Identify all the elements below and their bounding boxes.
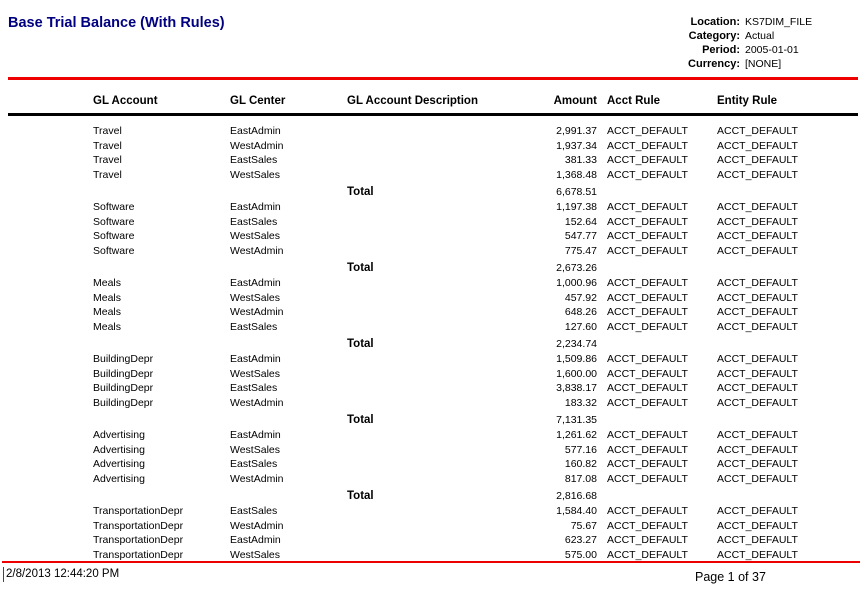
cell-gl-center: EastAdmin bbox=[230, 429, 281, 442]
cell-gl-center: WestAdmin bbox=[230, 396, 284, 409]
cell-gl-account: Travel bbox=[93, 168, 122, 181]
cell-gl-account: Meals bbox=[93, 291, 122, 304]
cell-amount: 1,600.00 bbox=[556, 367, 597, 380]
cell-entity-rule: ACCT_DEFAULT bbox=[717, 534, 798, 547]
meta-value-category: Actual bbox=[745, 30, 775, 42]
total-amount: 2,234.74 bbox=[556, 338, 597, 350]
table-row bbox=[0, 367, 862, 382]
cell-gl-center: WestAdmin bbox=[230, 244, 284, 257]
cell-acct-rule: ACCT_DEFAULT bbox=[607, 353, 688, 366]
cell-amount: 547.77 bbox=[564, 230, 597, 243]
cell-entity-rule: ACCT_DEFAULT bbox=[717, 201, 798, 214]
cell-entity-rule: ACCT_DEFAULT bbox=[717, 244, 798, 257]
cell-acct-rule: ACCT_DEFAULT bbox=[607, 201, 688, 214]
cell-gl-center: EastSales bbox=[230, 382, 278, 395]
cell-acct-rule: ACCT_DEFAULT bbox=[607, 443, 688, 456]
table-row bbox=[0, 276, 862, 291]
meta-row-currency bbox=[620, 57, 860, 71]
cell-amount: 775.47 bbox=[564, 244, 597, 257]
cell-amount: 577.16 bbox=[564, 443, 597, 456]
cell-entity-rule: ACCT_DEFAULT bbox=[717, 443, 798, 456]
cell-entity-rule: ACCT_DEFAULT bbox=[717, 125, 798, 138]
table-row bbox=[0, 519, 862, 534]
column-header-gl-center: GL Center bbox=[230, 95, 286, 108]
cell-gl-center: WestSales bbox=[230, 230, 280, 243]
meta-value-currency: [NONE] bbox=[745, 58, 782, 70]
table-total-row bbox=[0, 260, 862, 276]
table-row bbox=[0, 457, 862, 472]
table-row bbox=[0, 381, 862, 396]
cell-amount: 183.32 bbox=[564, 396, 597, 409]
table-row bbox=[0, 428, 862, 443]
cell-acct-rule: ACCT_DEFAULT bbox=[607, 154, 688, 167]
cell-gl-account: Meals bbox=[93, 306, 122, 319]
column-header-gl-account: GL Account bbox=[93, 95, 158, 108]
cell-gl-center: WestSales bbox=[230, 548, 280, 561]
cell-amount: 817.08 bbox=[564, 472, 597, 485]
total-amount: 7,131.35 bbox=[556, 414, 597, 426]
footer-page-number: Page 1 of 37 bbox=[695, 570, 766, 584]
column-header-entity-rule: Entity Rule bbox=[717, 95, 778, 108]
cell-acct-rule: ACCT_DEFAULT bbox=[607, 396, 688, 409]
total-amount: 6,678.51 bbox=[556, 186, 597, 198]
cell-gl-center: WestAdmin bbox=[230, 139, 284, 152]
cell-entity-rule: ACCT_DEFAULT bbox=[717, 154, 798, 167]
cell-gl-center: EastAdmin bbox=[230, 353, 281, 366]
cell-acct-rule: ACCT_DEFAULT bbox=[607, 429, 688, 442]
cell-entity-rule: ACCT_DEFAULT bbox=[717, 215, 798, 228]
cell-amount: 152.64 bbox=[564, 215, 597, 228]
meta-label-period: Period: bbox=[702, 44, 740, 56]
meta-label-currency: Currency: bbox=[688, 58, 740, 70]
cell-amount: 1,937.34 bbox=[556, 139, 597, 152]
cell-acct-rule: ACCT_DEFAULT bbox=[607, 306, 688, 319]
cell-acct-rule: ACCT_DEFAULT bbox=[607, 168, 688, 181]
cell-gl-center: WestSales bbox=[230, 168, 280, 181]
total-label: Total bbox=[347, 186, 374, 198]
meta-row-location bbox=[620, 15, 860, 29]
cell-gl-center: WestAdmin bbox=[230, 472, 284, 485]
table-row bbox=[0, 124, 862, 139]
cell-gl-center: EastSales bbox=[230, 505, 278, 518]
cell-entity-rule: ACCT_DEFAULT bbox=[717, 548, 798, 561]
cell-acct-rule: ACCT_DEFAULT bbox=[607, 458, 688, 471]
cell-gl-center: EastSales bbox=[230, 154, 278, 167]
table-row bbox=[0, 396, 862, 411]
cell-gl-center: WestAdmin bbox=[230, 519, 284, 532]
total-amount: 2,816.68 bbox=[556, 490, 597, 502]
cell-amount: 1,197.38 bbox=[556, 201, 597, 214]
total-label: Total bbox=[347, 338, 374, 350]
cell-acct-rule: ACCT_DEFAULT bbox=[607, 367, 688, 380]
cell-entity-rule: ACCT_DEFAULT bbox=[717, 472, 798, 485]
report-meta bbox=[620, 15, 860, 71]
cell-gl-account: BuildingDepr bbox=[93, 367, 154, 380]
cell-gl-account: BuildingDepr bbox=[93, 382, 154, 395]
table-row bbox=[0, 200, 862, 215]
page-title: Base Trial Balance (With Rules) bbox=[8, 15, 225, 31]
cell-gl-account: Software bbox=[93, 230, 135, 243]
table-header-row bbox=[0, 94, 862, 109]
cell-acct-rule: ACCT_DEFAULT bbox=[607, 230, 688, 243]
cell-entity-rule: ACCT_DEFAULT bbox=[717, 230, 798, 243]
cell-entity-rule: ACCT_DEFAULT bbox=[717, 277, 798, 290]
column-header-amount: Amount bbox=[553, 95, 597, 108]
cell-entity-rule: ACCT_DEFAULT bbox=[717, 519, 798, 532]
cell-entity-rule: ACCT_DEFAULT bbox=[717, 139, 798, 152]
cell-amount: 623.27 bbox=[564, 534, 597, 547]
footer-datetime: 2/8/2013 12:44:20 PM bbox=[3, 567, 119, 582]
cell-gl-account: BuildingDepr bbox=[93, 396, 154, 409]
cell-amount: 1,261.62 bbox=[556, 429, 597, 442]
cell-gl-center: EastSales bbox=[230, 320, 278, 333]
cell-amount: 75.67 bbox=[570, 519, 597, 532]
cell-gl-account: TransportationDepr bbox=[93, 548, 184, 561]
cell-gl-center: EastAdmin bbox=[230, 534, 281, 547]
cell-amount: 2,991.37 bbox=[556, 125, 597, 138]
table-row bbox=[0, 533, 862, 548]
cell-gl-account: TransportationDepr bbox=[93, 519, 184, 532]
cell-amount: 3,838.17 bbox=[556, 382, 597, 395]
cell-amount: 1,368.48 bbox=[556, 168, 597, 181]
cell-gl-center: WestSales bbox=[230, 443, 280, 456]
cell-gl-account: Software bbox=[93, 215, 135, 228]
table-row bbox=[0, 504, 862, 519]
cell-amount: 457.92 bbox=[564, 291, 597, 304]
cell-acct-rule: ACCT_DEFAULT bbox=[607, 215, 688, 228]
cell-gl-account: Advertising bbox=[93, 458, 145, 471]
cell-gl-center: EastSales bbox=[230, 215, 278, 228]
cell-acct-rule: ACCT_DEFAULT bbox=[607, 277, 688, 290]
table-total-row bbox=[0, 336, 862, 352]
total-amount: 2,673.26 bbox=[556, 262, 597, 274]
cell-gl-account: Meals bbox=[93, 277, 122, 290]
table-row bbox=[0, 139, 862, 154]
cell-gl-account: BuildingDepr bbox=[93, 353, 154, 366]
table-total-row bbox=[0, 184, 862, 200]
meta-value-period: 2005-01-01 bbox=[745, 44, 799, 56]
cell-acct-rule: ACCT_DEFAULT bbox=[607, 382, 688, 395]
meta-label-category: Category: bbox=[688, 30, 740, 42]
cell-entity-rule: ACCT_DEFAULT bbox=[717, 458, 798, 471]
meta-row-category bbox=[620, 29, 860, 43]
cell-gl-center: EastAdmin bbox=[230, 125, 281, 138]
cell-gl-center: EastSales bbox=[230, 458, 278, 471]
table-row bbox=[0, 305, 862, 320]
cell-amount: 575.00 bbox=[564, 548, 597, 561]
cell-entity-rule: ACCT_DEFAULT bbox=[717, 505, 798, 518]
footer-red-rule bbox=[2, 561, 860, 563]
table-row bbox=[0, 443, 862, 458]
total-label: Total bbox=[347, 262, 374, 274]
cell-gl-center: WestSales bbox=[230, 291, 280, 304]
header-red-rule bbox=[8, 77, 858, 80]
cell-gl-account: Travel bbox=[93, 125, 122, 138]
cell-amount: 381.33 bbox=[564, 154, 597, 167]
cell-entity-rule: ACCT_DEFAULT bbox=[717, 396, 798, 409]
table-body bbox=[0, 124, 862, 562]
cell-amount: 160.82 bbox=[564, 458, 597, 471]
meta-value-location: KS7DIM_FILE bbox=[745, 16, 813, 28]
cell-gl-account: Meals bbox=[93, 320, 122, 333]
column-header-acct-rule: Acct Rule bbox=[607, 95, 661, 108]
meta-row-period bbox=[620, 43, 860, 57]
meta-label-location: Location: bbox=[690, 16, 740, 28]
cell-acct-rule: ACCT_DEFAULT bbox=[607, 244, 688, 257]
cell-gl-account: TransportationDepr bbox=[93, 534, 184, 547]
cell-gl-center: EastAdmin bbox=[230, 201, 281, 214]
cell-gl-account: Advertising bbox=[93, 472, 145, 485]
column-header-gl-account-description: GL Account Description bbox=[347, 95, 478, 108]
cell-gl-center: WestAdmin bbox=[230, 306, 284, 319]
table-row bbox=[0, 472, 862, 487]
table-row bbox=[0, 215, 862, 230]
cell-entity-rule: ACCT_DEFAULT bbox=[717, 367, 798, 380]
cell-gl-account: Travel bbox=[93, 154, 122, 167]
cell-entity-rule: ACCT_DEFAULT bbox=[717, 168, 798, 181]
total-label: Total bbox=[347, 490, 374, 502]
cell-amount: 1,000.96 bbox=[556, 277, 597, 290]
cell-entity-rule: ACCT_DEFAULT bbox=[717, 382, 798, 395]
table-row bbox=[0, 153, 862, 168]
cell-gl-account: TransportationDepr bbox=[93, 505, 184, 518]
cell-acct-rule: ACCT_DEFAULT bbox=[607, 519, 688, 532]
cell-gl-account: Software bbox=[93, 201, 135, 214]
table-row bbox=[0, 229, 862, 244]
cell-gl-account: Advertising bbox=[93, 429, 145, 442]
cell-acct-rule: ACCT_DEFAULT bbox=[607, 125, 688, 138]
cell-gl-account: Software bbox=[93, 244, 135, 257]
cell-gl-account: Travel bbox=[93, 139, 122, 152]
table-row bbox=[0, 320, 862, 335]
cell-amount: 1,509.86 bbox=[556, 353, 597, 366]
total-label: Total bbox=[347, 414, 374, 426]
cell-gl-center: EastAdmin bbox=[230, 277, 281, 290]
cell-amount: 127.60 bbox=[564, 320, 597, 333]
cell-entity-rule: ACCT_DEFAULT bbox=[717, 353, 798, 366]
cell-acct-rule: ACCT_DEFAULT bbox=[607, 139, 688, 152]
cell-amount: 1,584.40 bbox=[556, 505, 597, 518]
cell-entity-rule: ACCT_DEFAULT bbox=[717, 320, 798, 333]
table-total-row bbox=[0, 488, 862, 504]
table-row bbox=[0, 352, 862, 367]
cell-gl-account: Advertising bbox=[93, 443, 145, 456]
table-row bbox=[0, 291, 862, 306]
table-row bbox=[0, 168, 862, 183]
cell-amount: 648.26 bbox=[564, 306, 597, 319]
table-header-divider bbox=[8, 113, 858, 116]
table-row bbox=[0, 548, 862, 563]
cell-acct-rule: ACCT_DEFAULT bbox=[607, 505, 688, 518]
table-total-row bbox=[0, 412, 862, 428]
cell-acct-rule: ACCT_DEFAULT bbox=[607, 320, 688, 333]
cell-acct-rule: ACCT_DEFAULT bbox=[607, 472, 688, 485]
cell-acct-rule: ACCT_DEFAULT bbox=[607, 548, 688, 561]
cell-acct-rule: ACCT_DEFAULT bbox=[607, 534, 688, 547]
cell-entity-rule: ACCT_DEFAULT bbox=[717, 306, 798, 319]
cell-entity-rule: ACCT_DEFAULT bbox=[717, 429, 798, 442]
table-row bbox=[0, 244, 862, 259]
cell-entity-rule: ACCT_DEFAULT bbox=[717, 291, 798, 304]
cell-gl-center: WestSales bbox=[230, 367, 280, 380]
cell-acct-rule: ACCT_DEFAULT bbox=[607, 291, 688, 304]
